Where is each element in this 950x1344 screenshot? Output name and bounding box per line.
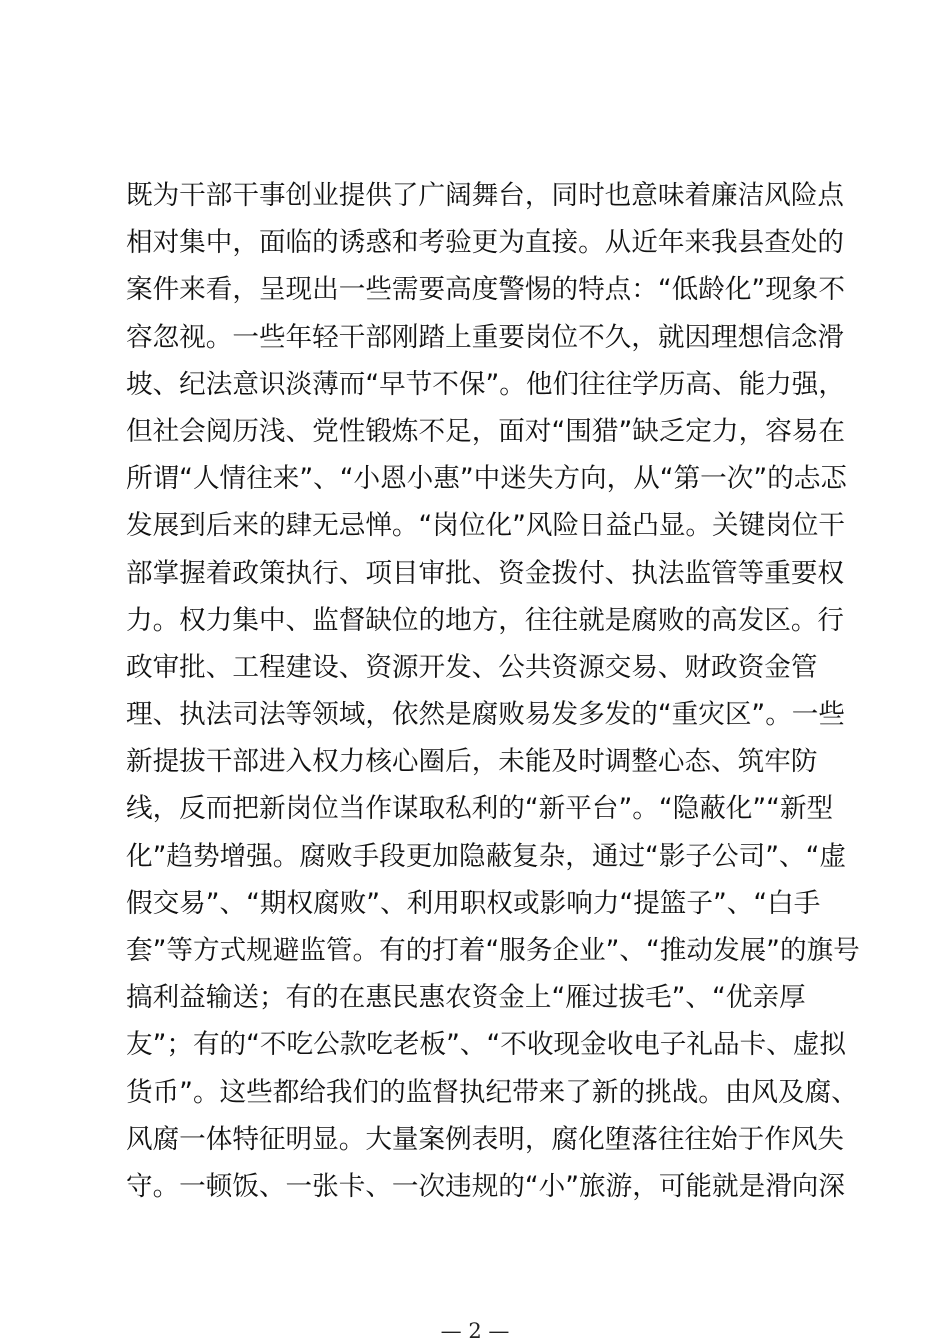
text-line: 守。一顿饭、一张卡、一次违规的“小”旅游，可能就是滑向深 [126,1170,845,1202]
text-line: 风腐一体特征明显。大量案例表明，腐化堕落往往始于作风失 [126,1123,845,1155]
text-line: 新提拔干部进入权力核心圈后，未能及时调整心态、筑牢防 [126,746,818,778]
text-line: 发展到后来的肆无忌惮。“岗位化”风险日益凸显。关键岗位干 [126,510,845,542]
text-line: 所谓“人情往来”、“小恩小惠”中迷失方向，从“第一次”的忐忑 [126,463,847,495]
text-line: 化”趋势增强。腐败手段更加隐蔽复杂，通过“影子公司”、“虚 [126,840,846,872]
text-line: 案件来看，呈现出一些需要高度警惕的特点：“低龄化”现象不 [126,274,845,306]
text-line: 相对集中，面临的诱惑和考验更为直接。从近年来我县查处的 [126,227,845,259]
text-line: 假交易”、“期权腐败”、利用职权或影响力“提篮子”、“白手 [126,887,821,919]
text-line: 线，反而把新岗位当作谋取私利的“新平台”。“隐蔽化”“新型 [126,793,834,825]
text-line: 坡、纪法意识淡薄而“早节不保”。他们往往学历高、能力强， [126,368,845,400]
body-text [126,172,860,1210]
text-line: 力。权力集中、监督缺位的地方，往往就是腐败的高发区。行 [126,604,845,636]
text-line: 部掌握着政策执行、项目审批、资金拨付、执法监管等重要权 [126,557,845,589]
page-number: — 2 — [440,1319,510,1343]
text-line: 套”等方式规避监管。有的打着“服务企业”、“推动发展”的旗号 [126,935,860,966]
text-line: 容忽视。一些年轻干部刚踏上重要岗位不久，就因理想信念滑 [126,321,845,353]
text-line: 搞利益输送；有的在惠民惠农资金上“雁过拔毛”、“优亲厚 [126,982,806,1014]
text-line: 货币”。这些都给我们的监督执纪带来了新的挑战。由风及腐、 [126,1076,858,1108]
text-line: 友”；有的“不吃公款吃老板”、“不收现金收电子礼品卡、虚拟 [126,1029,846,1061]
text-line: 但社会阅历浅、党性锻炼不足，面对“围猎”缺乏定力，容易在 [126,415,845,447]
text-line: 政审批、工程建设、资源开发、公共资源交易、财政资金管 [126,651,818,683]
text-line: 理、执法司法等领域，依然是腐败易发多发的“重灾区”。一些 [126,699,845,731]
text-line: 既为干部干事创业提供了广阔舞台，同时也意味着廉洁风险点 [126,180,845,211]
